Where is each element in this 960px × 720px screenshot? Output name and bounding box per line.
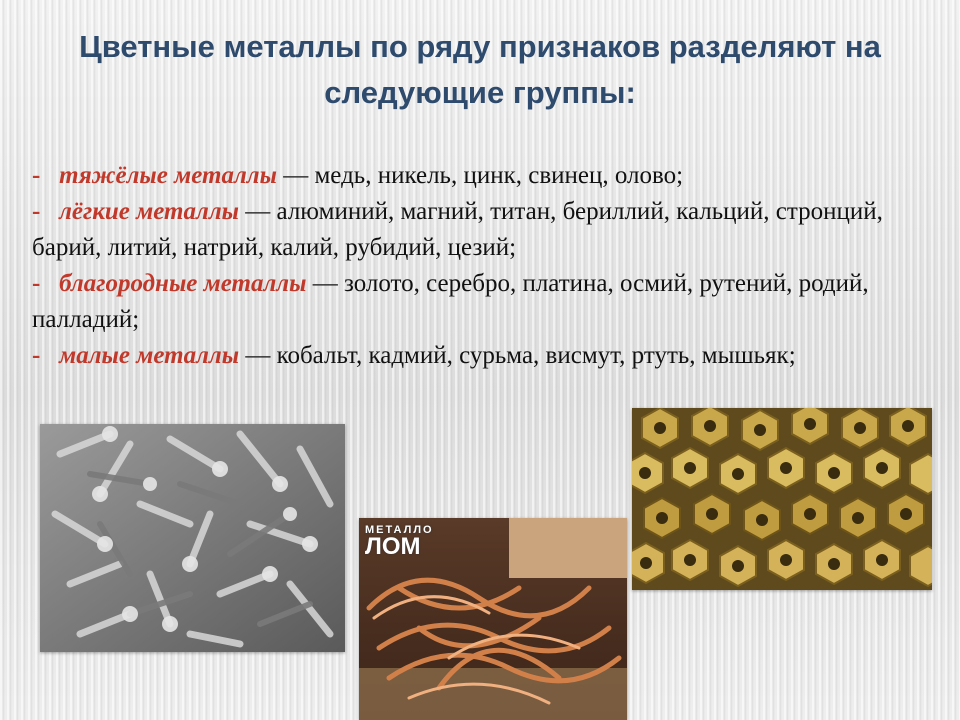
- rivets-photo-art: [40, 424, 345, 652]
- group-term: лёгкие металлы: [59, 198, 239, 225]
- group-members: золото, серебро, платина, осмий, рутений, родий, палладий;: [32, 270, 869, 333]
- brass-nuts-photo-art: [632, 408, 932, 590]
- brass-nuts-photo: [632, 408, 932, 590]
- bullet-dash: -: [32, 162, 41, 189]
- metallolom-logo: [365, 524, 434, 558]
- group-members: алюминий, магний, титан, бериллий, кальций, стронций, барий, литий, натрий, калий, рубидий, цезий;: [32, 198, 883, 261]
- group-separator: —: [239, 198, 277, 225]
- group-separator: —: [276, 162, 315, 189]
- logo-main-text: ЛОМ: [365, 533, 421, 560]
- bullet-dash: -: [32, 198, 41, 225]
- group-members: медь, никель, цинк, свинец, олово;: [314, 162, 684, 189]
- group-separator: —: [239, 342, 277, 369]
- group-noble: [32, 266, 932, 338]
- rivets-photo: [40, 424, 345, 652]
- group-term: благородные металлы: [59, 270, 307, 297]
- logo-top-text: МЕТАЛЛО: [365, 524, 434, 536]
- bullet-dash: -: [32, 270, 41, 297]
- group-term: тяжёлые металлы: [59, 162, 277, 189]
- metal-groups-list: [32, 158, 932, 374]
- group-members: кобальт, кадмий, сурьма, висмут, ртуть, мышьяк;: [276, 342, 796, 369]
- group-light: [32, 194, 932, 266]
- group-term: малые металлы: [59, 342, 240, 369]
- copper-scrap-photo: [359, 518, 627, 720]
- group-separator: —: [306, 270, 344, 297]
- slide-title: Цветные металлы по ряду признаков разделяют на следующие группы:: [79, 29, 881, 110]
- bullet-dash: -: [32, 342, 41, 369]
- group-heavy: [32, 158, 932, 194]
- group-minor: [32, 338, 932, 374]
